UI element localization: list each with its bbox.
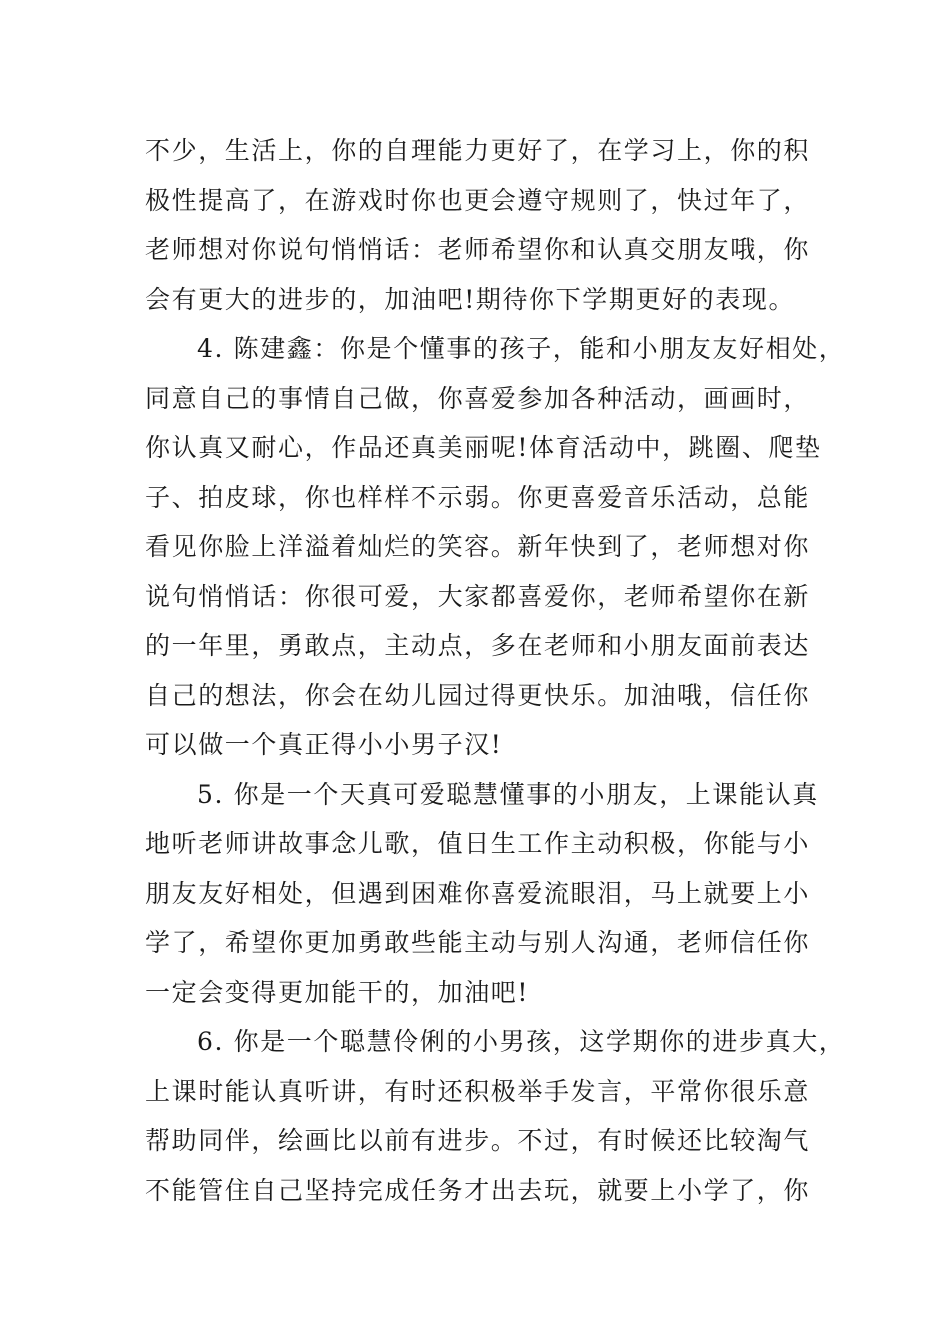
text-line: 同意自己的事情自己做，你喜爱参加各种活动，画画时，: [145, 383, 811, 413]
text-line: 不能管住自己坚持完成任务才出去玩，就要上小学了，你: [145, 1175, 811, 1205]
paragraph-start-line: 4. 陈建鑫：你是个懂事的孩子，能和小朋友友好相处，: [197, 334, 846, 363]
text-line: 地听老师讲故事念儿歌，值日生工作主动积极，你能与小: [145, 829, 811, 858]
text-line: 帮助同伴，绘画比以前有进步。不过，有时候还比较淘气: [145, 1126, 811, 1155]
text-line: 可以做一个真正得小小男子汉!: [145, 730, 503, 759]
text-line: 会有更大的进步的，加油吧!期待你下学期更好的表现。: [145, 284, 796, 314]
text-line: 学了，希望你更加勇敢些能主动与别人沟通，老师信任你: [145, 928, 811, 957]
text-line: 说句悄悄话：你很可爱，大家都喜爱你，老师希望你在新: [145, 581, 811, 611]
text-line: 老师想对你说句悄悄话：老师希望你和认真交朋友哦，你: [145, 235, 811, 264]
text-line: 你认真又耐心，作品还真美丽呢!体育活动中，跳圈、爬垫: [145, 433, 822, 462]
text-line: 不少，生活上，你的自理能力更好了，在学习上，你的积: [145, 136, 811, 165]
text-line: 的一年里，勇敢点，主动点，多在老师和小朋友面前表达: [145, 631, 811, 660]
paragraph-start-line: 6. 你是一个聪慧伶俐的小男孩，这学期你的进步真大，: [197, 1027, 846, 1056]
document-body: [145, 126, 846, 1215]
text-line: 极性提高了，在游戏时你也更会遵守规则了，快过年了，: [145, 185, 811, 215]
text-line: 看见你脸上洋溢着灿烂的笑容。新年快到了，老师想对你: [145, 532, 811, 561]
text-line: 自己的想法，你会在幼儿园过得更快乐。加油哦，信任你: [145, 680, 811, 710]
text-line: 一定会变得更加能干的，加油吧!: [145, 977, 530, 1007]
text-line: 子、拍皮球，你也样样不示弱。你更喜爱音乐活动，总能: [145, 482, 811, 512]
text-line: 上课时能认真听讲，有时还积极举手发言，平常你很乐意: [145, 1076, 811, 1106]
text-line: 朋友友好相处，但遇到困难你喜爱流眼泪，马上就要上小: [145, 878, 811, 908]
paragraph-start-line: 5. 你是一个天真可爱聪慧懂事的小朋友，上课能认真: [197, 779, 819, 809]
